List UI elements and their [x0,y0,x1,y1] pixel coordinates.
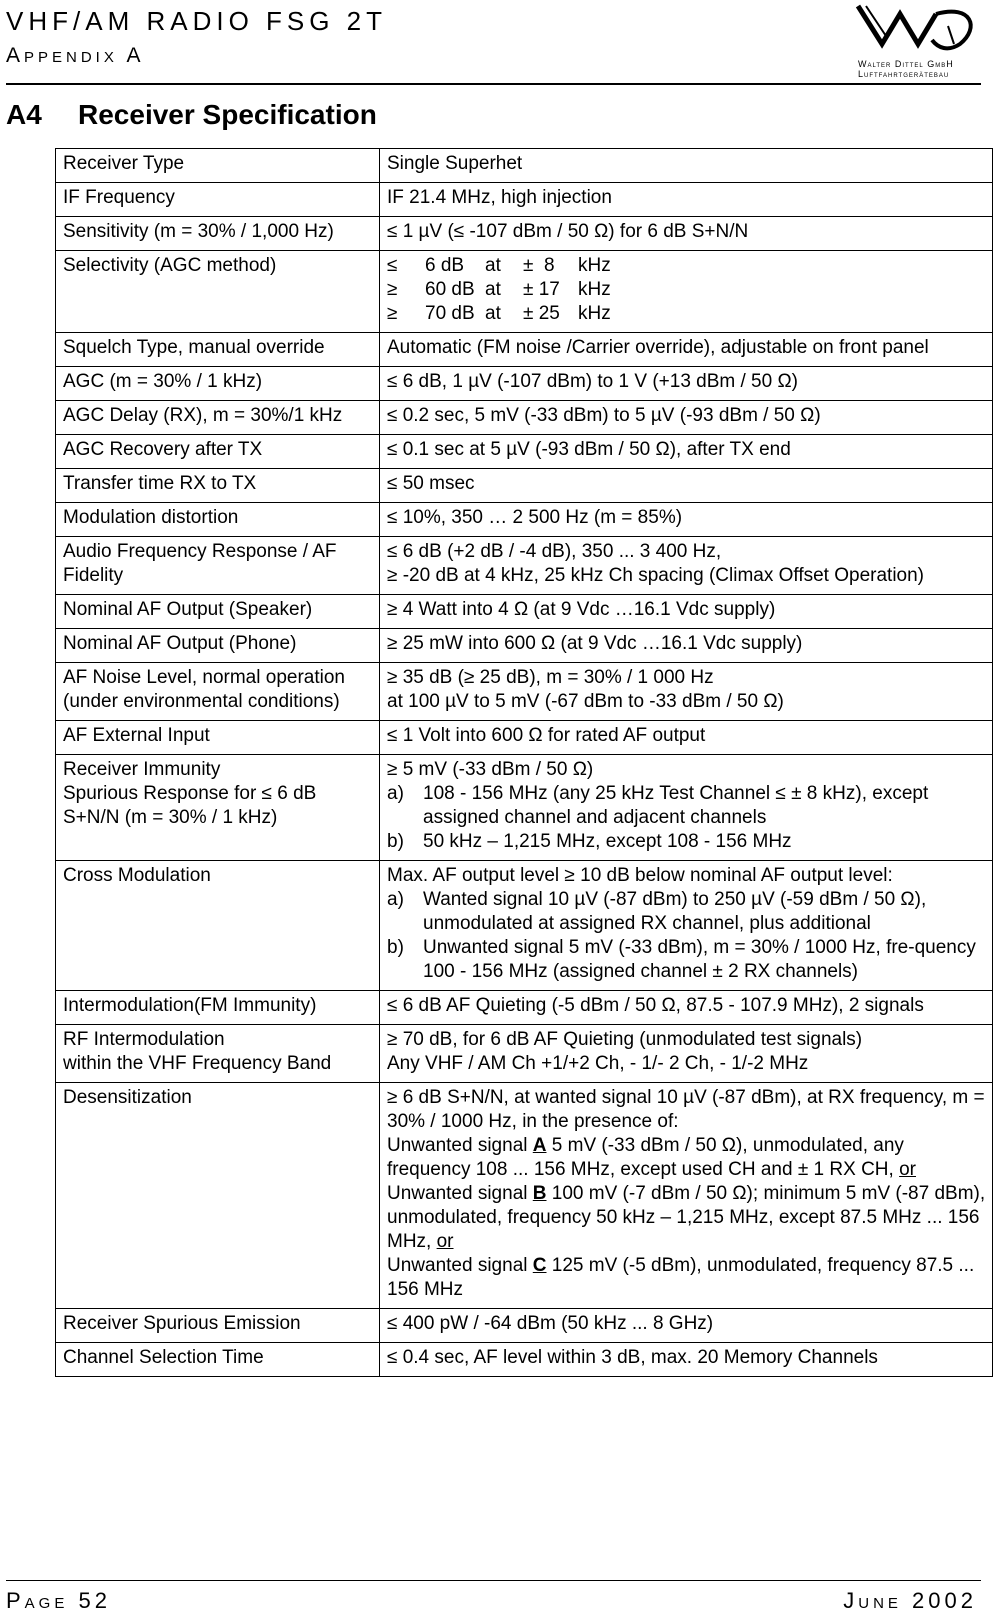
spec-value [380,251,993,333]
spec-value: Automatic (FM noise /Carrier override), adjustable on front panel [380,333,993,367]
spec-label: Desensitization [56,1083,380,1309]
list-item: b) Unwanted signal 5 mV (-33 dBm), m = 30% / 1000 Hz, fre-quency 100 - 156 MHz (assigned channel ± 2 RX channels) [387,937,976,982]
spec-label: Selectivity (AGC method) [56,251,380,333]
table-row [56,503,993,537]
table-row [56,721,993,755]
table-row [56,991,993,1025]
spec-value: ≤ 0.4 sec, AF level within 3 dB, max. 20 Memory Channels [380,1343,993,1377]
spec-label: AF External Input [56,721,380,755]
table-row [56,537,993,595]
logo-company-tagline: Luftfahrtgerätebau [858,69,950,79]
selectivity-line: ≥ 70 dB at ± 25 kHz [387,303,611,324]
spec-value: ≥ 25 mW into 600 Ω (at 9 Vdc …16.1 Vdc supply) [380,629,993,663]
spec-value: ≥ 5 mV (-33 dBm / 50 Ω) a) 108 - 156 MHz (any 25 kHz Test Channel ≤ ± 8 kHz), except assigned channel and adjacent channels b) 50 kHz – 1,215 MHz, except 108 - 156 MHz [380,755,993,861]
spec-label: Receiver Immunity Spurious Response for ≤ 6 dB S+N/N (m = 30% / 1 kHz) [56,755,380,861]
spec-value: ≤ 0.2 sec, 5 mV (-33 dBm) to 5 µV (-93 dBm / 50 Ω) [380,401,993,435]
spec-value: ≤ 1 µV (≤ -107 dBm / 50 Ω) for 6 dB S+N/N [380,217,993,251]
table-row [56,1025,993,1083]
table-row [56,401,993,435]
list-item: a) Wanted signal 10 µV (-87 dBm) to 250 µV (-59 dBm / 50 Ω), unmodulated at assigned RX channel, plus additional [387,889,927,934]
selectivity-line: ≤ 6 dB at ± 8 kHz [387,255,611,276]
spec-value: IF 21.4 MHz, high injection [380,183,993,217]
spec-value: ≥ 70 dB, for 6 dB AF Quieting (unmodulated test signals) Any VHF / AM Ch +1/+2 Ch, - 1/- 2 Ch, - 1/-2 MHz [380,1025,993,1083]
spec-label: Intermodulation(FM Immunity) [56,991,380,1025]
page-number: Page 52 [6,1588,111,1613]
spec-label: AF Noise Level, normal operation (under environmental conditions) [56,663,380,721]
footer-rule [6,1580,981,1581]
table-row [56,367,993,401]
logo-company-name: Walter Dittel GmbH [858,59,954,69]
spec-value: Max. AF output level ≥ 10 dB below nominal AF output level: a) Wanted signal 10 µV (-87 dBm) to 250 µV (-59 dBm / 50 Ω), unmodulated at assigned RX channel, plus additional b) Unwanted signal 5 mV (-33 dBm), m = 30% / 1000 Hz, fre-quency 100 - 156 MHz (assigned channel ± 2 RX channels) [380,861,993,991]
spec-value: ≥ 6 dB S+N/N, at wanted signal 10 µV (-87 dBm), at RX frequency, m = 30% / 1000 Hz, in the presence of: Unwanted signal A 5 mV (-33 dBm / 50 Ω), unmodulated, any frequency 108 ... 156 MHz, except used CH and ± 1 RX CH, or Unwanted signal B 100 mV (-7 dBm / 50 Ω); minimum 5 mV (-87 dBm), unmodulated, frequency 50 kHz – 1,215 MHz, except 87.5 MHz ... 156 MHz, or Unwanted signal C 125 mV (-5 dBm), unmodulated, frequency 87.5 ... 156 MHz [380,1083,993,1309]
spec-label: AGC (m = 30% / 1 kHz) [56,367,380,401]
table-row [56,595,993,629]
spec-label: AGC Recovery after TX [56,435,380,469]
document-subtitle: Appendix A [6,44,145,67]
spec-value: ≤ 10%, 350 … 2 500 Hz (m = 85%) [380,503,993,537]
table-row [56,1083,993,1309]
table-row [56,1343,993,1377]
spec-label: Receiver Spurious Emission [56,1309,380,1343]
spec-value: Single Superhet [380,149,993,183]
section-number: A4 [6,99,42,130]
spec-value: ≤ 50 msec [380,469,993,503]
spec-label: Receiver Type [56,149,380,183]
table-row [56,629,993,663]
section-heading [6,99,377,131]
spec-label: Audio Frequency Response / AF Fidelity [56,537,380,595]
document-title: VHF/AM RADIO FSG 2T [6,6,388,36]
table-row [56,149,993,183]
spec-label: Modulation distortion [56,503,380,537]
table-row [56,861,993,991]
spec-label: Cross Modulation [56,861,380,991]
spec-value: ≤ 6 dB, 1 µV (-107 dBm) to 1 V (+13 dBm / 50 Ω) [380,367,993,401]
company-logo [852,0,982,64]
spec-value: ≤ 400 pW / -64 dBm (50 kHz ... 8 GHz) [380,1309,993,1343]
spec-value: ≤ 1 Volt into 600 Ω for rated AF output [380,721,993,755]
table-row [56,217,993,251]
receiver-spec-table [55,148,993,1377]
spec-value: ≤ 6 dB (+2 dB / -4 dB), 350 ... 3 400 Hz, ≥ -20 dB at 4 kHz, 25 kHz Ch spacing (Climax Offset Operation) [380,537,993,595]
table-row [56,183,993,217]
spec-label: Nominal AF Output (Phone) [56,629,380,663]
spec-label: Channel Selection Time [56,1343,380,1377]
table-row [56,333,993,367]
table-row [56,469,993,503]
section-title: Receiver Specification [78,99,377,130]
spec-label: AGC Delay (RX), m = 30%/1 kHz [56,401,380,435]
spec-label: Sensitivity (m = 30% / 1,000 Hz) [56,217,380,251]
table-row [56,663,993,721]
spec-label: IF Frequency [56,183,380,217]
spec-label: Transfer time RX to TX [56,469,380,503]
table-row [56,435,993,469]
selectivity-line: ≥ 60 dB at ± 17 kHz [387,279,611,300]
table-row [56,251,993,333]
list-item: a) 108 - 156 MHz (any 25 kHz Test Channel ≤ ± 8 kHz), except assigned channel and adjacent channels [387,783,929,828]
spec-value: ≤ 0.1 sec at 5 µV (-93 dBm / 50 Ω), after TX end [380,435,993,469]
spec-value: ≥ 4 Watt into 4 Ω (at 9 Vdc …16.1 Vdc supply) [380,595,993,629]
spec-value: ≤ 6 dB AF Quieting (-5 dBm / 50 Ω, 87.5 - 107.9 MHz), 2 signals [380,991,993,1025]
document-date: June 2002 [843,1588,977,1613]
spec-label: Squelch Type, manual override [56,333,380,367]
spec-value: ≥ 35 dB (≥ 25 dB), m = 30% / 1 000 Hz at 100 µV to 5 mV (-67 dBm to -33 dBm / 50 Ω) [380,663,993,721]
spec-label: RF Intermodulation within the VHF Frequency Band [56,1025,380,1083]
header-rule [6,83,981,85]
list-item: b) 50 kHz – 1,215 MHz, except 108 - 156 MHz [387,831,792,852]
table-row [56,755,993,861]
table-row [56,1309,993,1343]
spec-label: Nominal AF Output (Speaker) [56,595,380,629]
